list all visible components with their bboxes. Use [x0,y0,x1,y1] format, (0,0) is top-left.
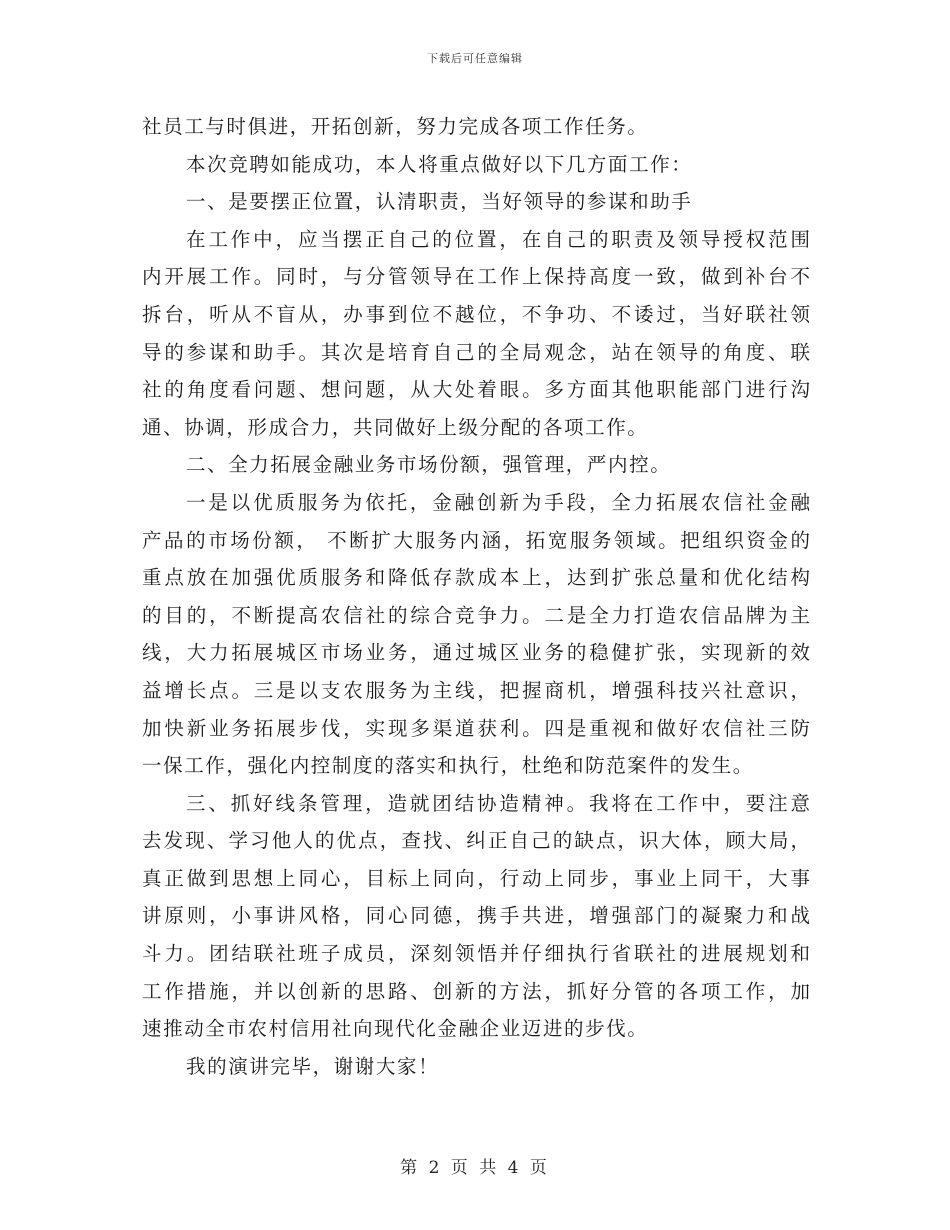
text-line: 在工作中，应当摆正自己的位置，在自己的职责及领导授权范围 [186,227,810,251]
text-line: 内开展工作。同时，与分管领导在工作上保持高度一致，做到补台不 [142,265,810,289]
text-line: 一是以优质服务为依托，金融创新为手段，全力拓展农信社金融 [186,490,810,514]
text-line: 讲原则，小事讲风格，同心同德，携手共进，增强部门的凝聚力和战 [142,904,810,928]
text-line: 工作措施，并以创新的思路、创新的方法，抓好分管的各项工作，加 [142,979,810,1003]
text-line: 线，大力拓展城区市场业务，通过城区业务的稳健扩张，实现新的效 [142,641,810,665]
text-line: 二、全力拓展金融业务市场份额，强管理，严内控。 [186,453,672,477]
text-line: 导的参谋和助手。其次是培育自己的全局观念，站在领导的角度、联 [142,340,810,364]
text-line: 加快新业务拓展步伐，实现多渠道获利。四是重视和做好农信社三防 [142,716,810,740]
page-header: 下载后可任意编辑 [427,52,523,65]
text-line: 本次竞聘如能成功，本人将重点做好以下几方面工作： [186,152,693,176]
text-line: 一、是要摆正位置，认清职责，当好领导的参谋和助手 [186,190,693,214]
text-line: 三、抓好线条管理，造就团结协造精神。我将在工作中，要注意 [186,791,810,815]
text-line: 斗力。团结联社班子成员，深刻领悟并仔细执行省联社的进展规划和 [142,942,810,966]
text-line: 速推动全市农村信用社向现代化金融企业迈进的步伐。 [142,1017,649,1041]
text-line: 产品的市场份额， 不断扩大服务内涵，拓宽服务领域。把组织资金的 [142,528,810,552]
text-line: 一保工作，强化内控制度的落实和执行，杜绝和防范案件的发生。 [142,754,754,778]
page-footer: 第 2 页 共 4 页 [400,1158,550,1178]
text-line: 去发现、学习他人的优点，查找、纠正自己的缺点，识大体，顾大局， [142,829,810,853]
document-body [142,108,810,1085]
text-line: 拆台，听从不盲从，办事到位不越位，不争功、不诿过，当好联社领 [142,302,810,326]
text-line: 我的演讲完毕，谢谢大家！ [186,1054,440,1078]
text-line: 的目的，不断提高农信社的综合竞争力。二是全力打造农信品牌为主 [142,603,810,627]
text-line: 益增长点。三是以支农服务为主线，把握商机，增强科技兴社意识， [142,678,810,702]
text-line: 社员工与时俱进，开拓创新，努力完成各项工作任务。 [142,115,649,138]
text-line: 通、协调，形成合力，共同做好上级分配的各项工作。 [142,415,649,439]
text-line: 社的角度看问题、想问题，从大处着眼。多方面其他职能部门进行沟 [142,378,810,402]
text-line: 真正做到思想上同心，目标上同向，行动上同步，事业上同干，大事 [142,866,810,890]
text-line: 重点放在加强优质服务和降低存款成本上，达到扩张总量和优化结构 [142,566,810,590]
